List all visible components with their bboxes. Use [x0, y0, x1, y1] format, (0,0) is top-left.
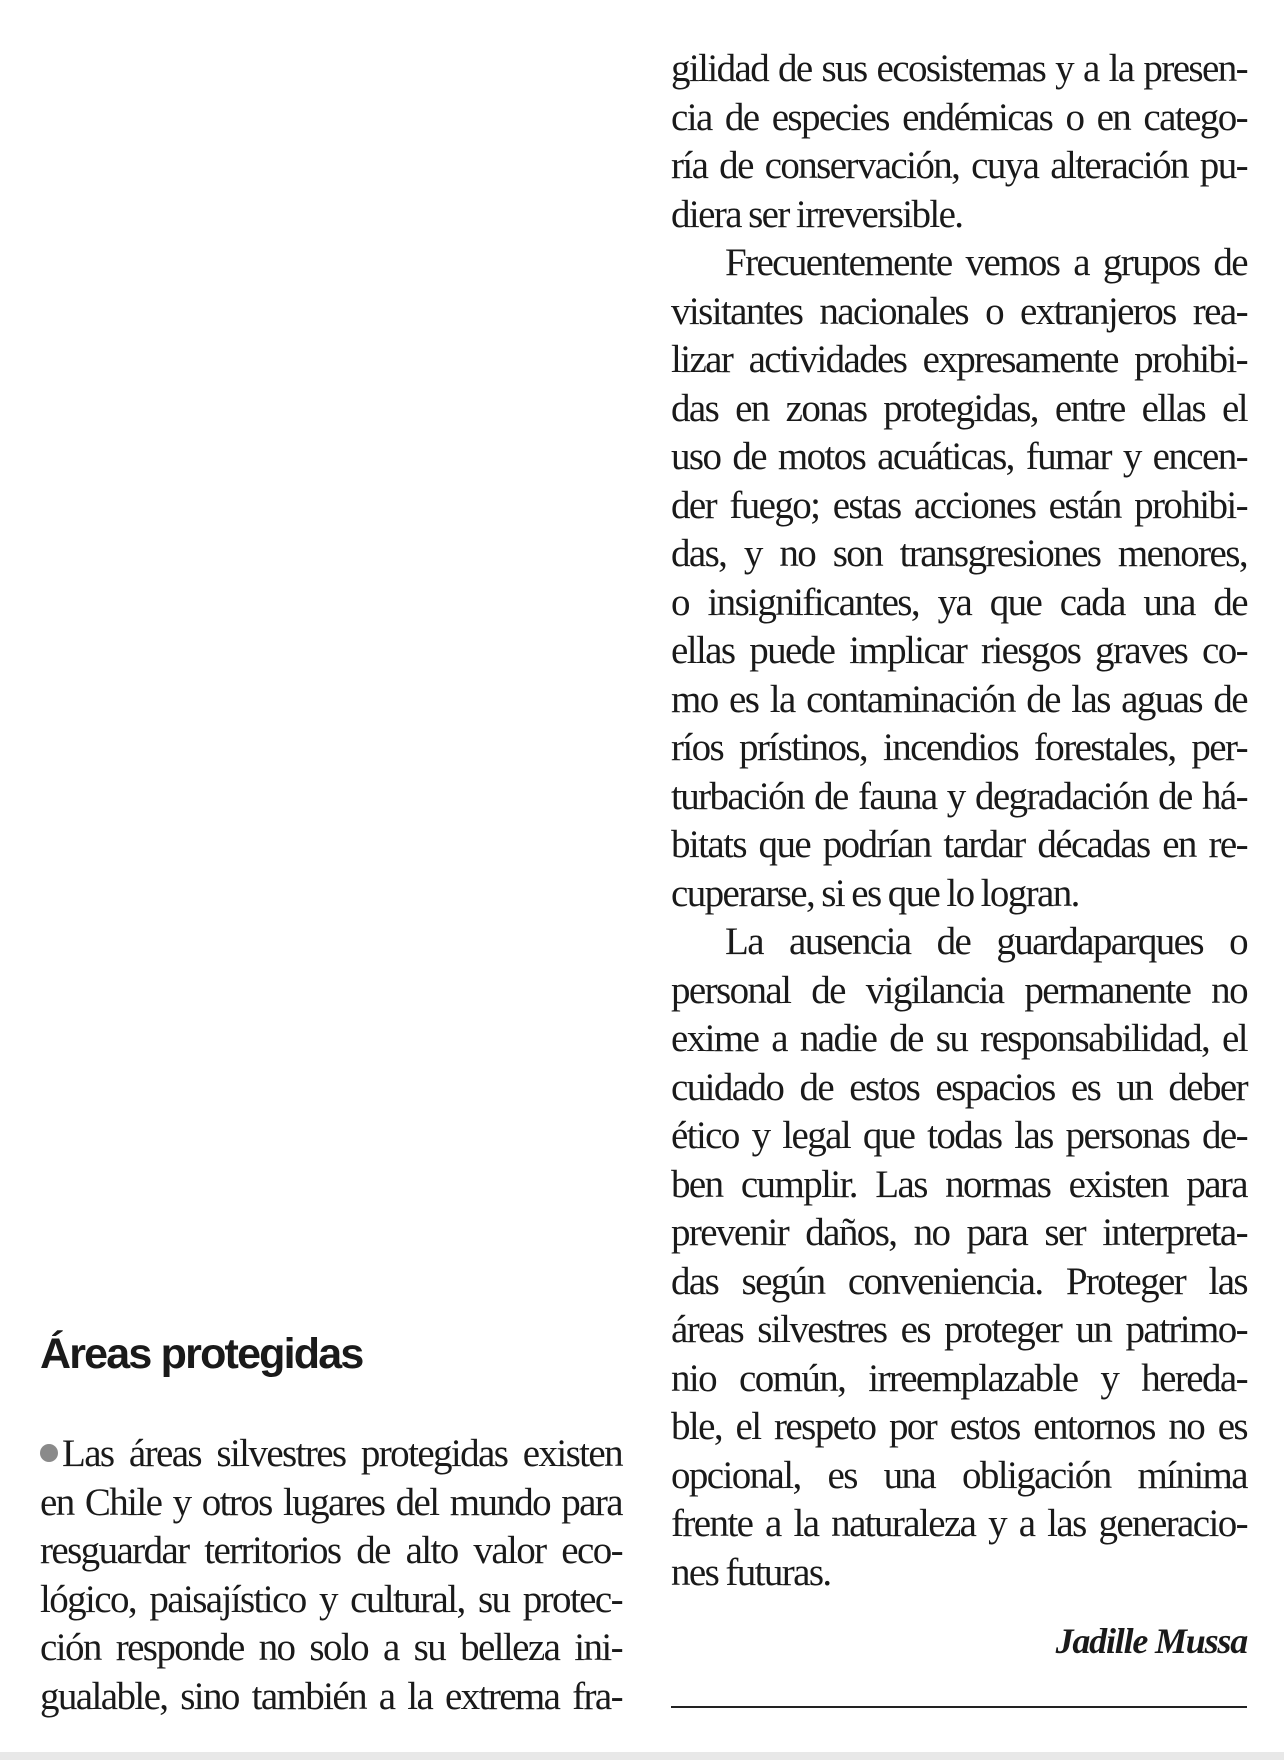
text-line: ético y legal que todas las personas de-	[671, 1114, 1247, 1157]
text-line: frente a la naturaleza y a las generacio-	[671, 1502, 1247, 1545]
text-line: ble, el respeto por estos entornos no es	[671, 1405, 1247, 1448]
page-bottom-edge	[0, 1752, 1284, 1760]
text-line: gilidad de sus ecosistemas y a la presen-	[671, 47, 1247, 90]
author-signature: Jadille Mussa	[1055, 1621, 1247, 1661]
text-line: prevenir daños, no para ser interpreta-	[671, 1211, 1247, 1254]
text-line: ríos prístinos, incendios forestales, per-	[671, 726, 1247, 769]
bullet-icon	[40, 1444, 58, 1462]
text-line: das, y no son transgresiones menores,	[671, 532, 1247, 575]
text-line: áreas silvestres es proteger un patrimo-	[671, 1308, 1247, 1351]
text-line: nes futuras.	[671, 1550, 831, 1594]
text-line: uso de motos acuáticas, fumar y encen-	[671, 435, 1247, 478]
text-line: Frecuentemente vemos a grupos de	[725, 241, 1247, 284]
left-column	[40, 1430, 622, 1721]
text-line: exime a nadie de su responsabilidad, el	[671, 1017, 1247, 1060]
text-line: gualable, sino también a la extrema fra-	[40, 1674, 622, 1718]
text-line: mo es la contaminación de las aguas de	[671, 677, 1247, 721]
text-line: cuidado de estos espacios es un deber	[671, 1065, 1247, 1109]
text-line: visitantes nacionales o extranjeros rea-	[671, 289, 1247, 333]
text-line: der fuego; estas acciones están prohibi-	[671, 483, 1247, 527]
text-line: bitats que podrían tardar décadas en re-	[671, 823, 1247, 866]
text-line: lógico, paisajístico y cultural, su protec-	[40, 1577, 622, 1621]
article-heading: Áreas protegidas	[40, 1330, 363, 1378]
right-column	[671, 45, 1247, 1597]
closing-rule	[671, 1706, 1247, 1708]
text-line: diera ser irreversible.	[671, 192, 963, 236]
text-line: resguardar territorios de alto valor eco-	[40, 1529, 622, 1572]
text-line: cuperarse, si es que lo logran.	[671, 871, 1079, 915]
text-line: lizar actividades expresamente prohibi-	[671, 338, 1247, 381]
text-line: das en zonas protegidas, entre ellas el	[671, 386, 1247, 430]
text-line: ben cumplir. Las normas existen para	[671, 1162, 1247, 1206]
text-line: opcional, es una obligación mínima	[671, 1453, 1247, 1497]
text-line: cia de especies endémicas o en catego-	[671, 95, 1247, 139]
text-line: das según conveniencia. Proteger las	[671, 1259, 1247, 1303]
text-line: La ausencia de guardaparques o	[725, 920, 1247, 963]
text-line: en Chile y otros lugares del mundo para	[40, 1480, 622, 1524]
text-line: Las áreas silvestres protegidas existen	[40, 1430, 622, 1479]
text-line: turbación de fauna y degradación de há-	[671, 774, 1247, 818]
text-line: ellas puede implicar riesgos graves co-	[671, 629, 1247, 672]
text-line: ción responde no solo a su belleza ini-	[40, 1626, 622, 1669]
text-line: ría de conservación, cuya alteración pu-	[671, 144, 1247, 187]
text-line: personal de vigilancia permanente no	[671, 968, 1247, 1012]
text-line: nio común, irreemplazable y hereda-	[671, 1356, 1247, 1400]
text-line: o insignificantes, ya que cada una de	[671, 580, 1247, 624]
